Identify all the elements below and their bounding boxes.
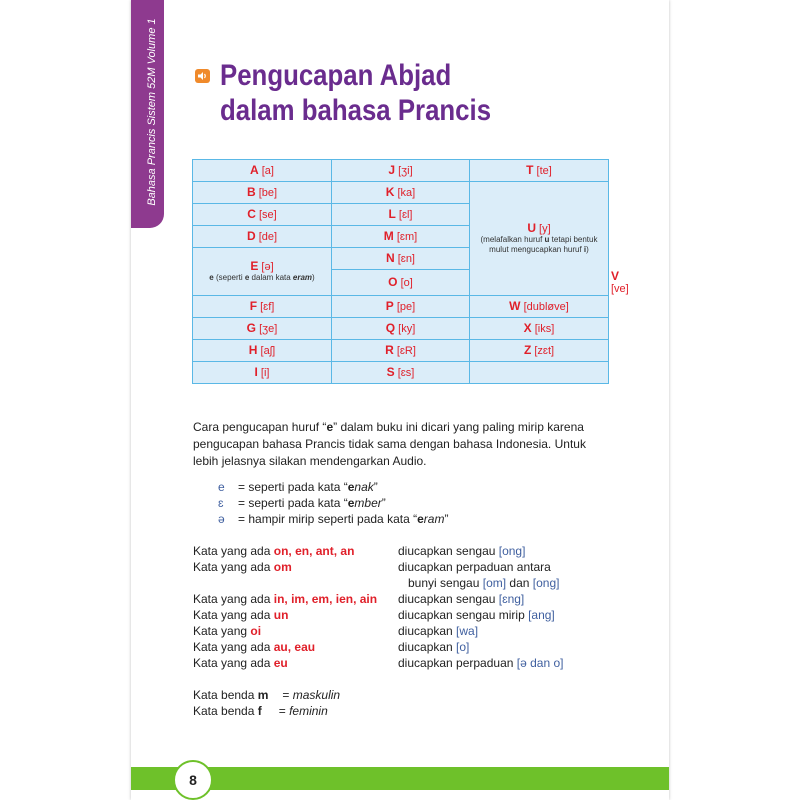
alphabet-cell: S [ɛs] (332, 362, 470, 384)
intro-paragraph: Cara pengucapan huruf “e” dalam buku ini dicari yang paling mirip karena pengucapan bahasa Prancis tidak sama dengan bahasa Indonesia. Untuk lebih jelasnya silakan mendengarkan Audio. (193, 420, 586, 468)
alphabet-cell: I [i] (193, 362, 332, 384)
alphabet-cell: B [be] (193, 182, 332, 204)
page-title-line2: dalam bahasa Prancis (220, 94, 492, 127)
alphabet-cell-e: E [ə] e (seperti e dalam kata eram) (193, 248, 332, 296)
rule-right: diucapkan perpaduan [ə dan o] (398, 656, 564, 670)
alphabet-table (192, 159, 629, 384)
table-row (193, 318, 609, 340)
page-title-line1: Pengucapan Abjad (220, 59, 452, 92)
audio-speaker-icon (195, 69, 210, 83)
e-note: e (seperti e dalam kata eram) (209, 273, 315, 282)
rule-left: Kata yang ada eu (193, 656, 288, 670)
page-number: 8 (173, 760, 213, 800)
alphabet-cell: K [ka] (332, 182, 470, 204)
alphabet-cell-u: U [y] (melafalkan huruf u tetapi bentuk mulut mengucapkan huruf i) (470, 182, 609, 296)
alphabet-cell: P [pe] (332, 296, 470, 318)
table-row (193, 160, 609, 182)
alphabet-cell: C [se] (193, 204, 332, 226)
rule-left: Kata yang oi (193, 624, 262, 638)
alphabet-cell: L [ɛl] (332, 204, 470, 226)
rule-left: Kata yang ada un (193, 608, 289, 622)
alphabet-cell: Z [zɛt] (470, 340, 609, 362)
alphabet-cell: R [ɛR] (332, 340, 470, 362)
rule-right: diucapkan sengau [ong] (398, 544, 526, 558)
gender-line: Kata benda f = feminin (193, 704, 328, 718)
table-row (193, 182, 609, 204)
alphabet-cell: X [iks] (470, 318, 609, 340)
side-tab-text: Bahasa Prancis Sistem 52M Volume 1 (146, 18, 158, 206)
alphabet-cell: W [dubløve] (470, 296, 609, 318)
alphabet-cell-empty (470, 362, 609, 384)
rule-left: Kata yang ada on, en, ant, an (193, 544, 355, 558)
alphabet-cell: T [te] (470, 160, 609, 182)
alphabet-cell: J [ʒi] (332, 160, 470, 182)
rule-left: Kata yang ada om (193, 560, 292, 574)
rule-left: Kata yang ada au, eau (193, 640, 316, 654)
rule-right: diucapkan sengau mirip [ang] (398, 608, 555, 622)
alphabet-cell: O [o] (332, 270, 470, 296)
table-row: O [o] V [ve] (193, 270, 609, 296)
rule-right: diucapkan [wa] (398, 624, 479, 638)
alphabet-cell: A [a] (193, 160, 332, 182)
rule-left: Kata yang ada in, im, em, ien, ain (193, 592, 378, 606)
rule-right: diucapkan [o] (398, 640, 470, 654)
page-title (220, 58, 491, 128)
u-note: (melafalkan huruf u tetapi bentuk mulut mengucapkan huruf i) (480, 235, 598, 254)
table-row (193, 362, 609, 384)
alphabet-cell: F [ɛf] (193, 296, 332, 318)
alphabet-cell: H [aʃ] (193, 340, 332, 362)
side-tab (131, 0, 164, 228)
rule-right: diucapkan sengau [ɛng] (398, 592, 525, 606)
rule-right: diucapkan perpaduan antara (398, 560, 551, 574)
vowel-line: e = seperti pada kata “enak” (218, 480, 378, 494)
table-row (193, 340, 609, 362)
alphabet-cell: Q [ky] (332, 318, 470, 340)
alphabet-cell: N [ɛn] (332, 248, 470, 270)
alphabet-cell: M [ɛm] (332, 226, 470, 248)
table-row (193, 296, 609, 318)
vowel-line: ə = hampir mirip seperti pada kata “eram” (218, 512, 449, 526)
rule-right-cont: bunyi sengau [om] dan [ong] (408, 576, 560, 590)
alphabet-cell: D [de] (193, 226, 332, 248)
vowel-line: ɛ = seperti pada kata “ember” (218, 496, 386, 510)
gender-line: Kata benda m = maskulin (193, 688, 341, 702)
alphabet-cell: G [ʒe] (193, 318, 332, 340)
